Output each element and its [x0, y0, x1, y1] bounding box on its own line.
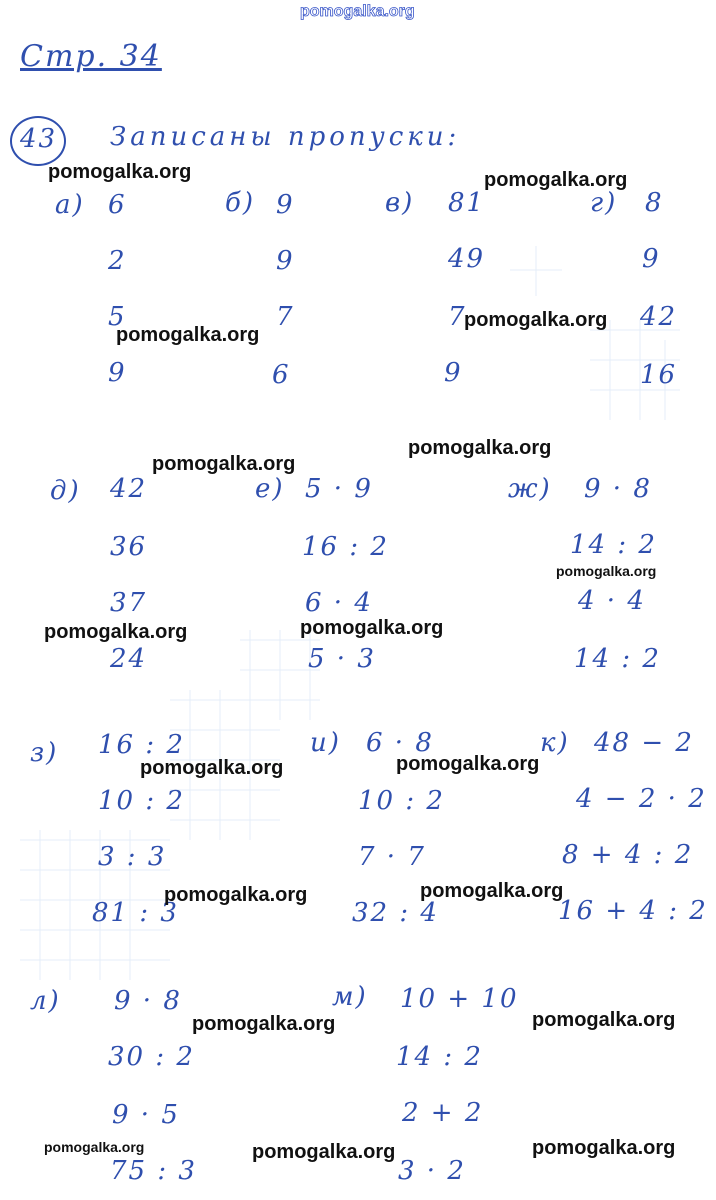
group-d-item: 24: [110, 644, 148, 674]
watermark: pomogalka.org: [408, 437, 552, 459]
group-zh-item: 9 · 8: [584, 474, 652, 504]
group-z-item: 81 : 3: [92, 898, 179, 928]
watermark: pomogalka.org: [556, 563, 657, 579]
watermark: pomogalka.org: [48, 161, 192, 183]
group-m-item: 14 : 2: [396, 1042, 483, 1072]
group-m-item: 3 · 2: [398, 1156, 466, 1186]
group-g-item: 9: [642, 244, 661, 274]
task-heading: Записаны пропуски:: [110, 122, 461, 152]
watermark: pomogalka.org: [252, 1141, 396, 1163]
watermark: pomogalka.org: [420, 880, 564, 902]
group-l-item: 30 : 2: [108, 1042, 195, 1072]
group-k-item: 48 − 2: [594, 728, 694, 758]
group-e-item: 16 : 2: [302, 532, 389, 562]
watermark: pomogalka.org: [300, 617, 444, 639]
group-a-item: 6: [108, 190, 127, 220]
watermark: pomogalka.org: [116, 324, 260, 346]
watermark-top: pomogalka.org: [300, 3, 415, 20]
group-i-item: 7 · 7: [358, 842, 426, 872]
group-m-item: 2 + 2: [402, 1098, 484, 1128]
group-z-item: 10 : 2: [98, 786, 185, 816]
watermark: pomogalka.org: [152, 453, 296, 475]
watermark: pomogalka.org: [532, 1009, 676, 1031]
group-a-item: 2: [108, 246, 127, 276]
group-m-label: м): [332, 982, 368, 1012]
group-g-item: 8: [645, 188, 664, 218]
group-i-label: и): [310, 728, 341, 758]
group-l-label: л): [30, 986, 61, 1016]
group-g-item: 42: [640, 302, 678, 332]
group-d-item: 37: [110, 588, 148, 618]
group-i-item: 10 : 2: [358, 786, 445, 816]
group-v-item: 9: [444, 358, 463, 388]
group-e-item: 6 · 4: [305, 588, 373, 618]
task-number: 43: [20, 124, 58, 154]
watermark: pomogalka.org: [396, 753, 540, 775]
group-d-item: 36: [110, 532, 148, 562]
group-a-item: 5: [108, 302, 127, 332]
group-b-label: б): [225, 188, 256, 218]
group-k-item: 16 + 4 : 2: [558, 896, 708, 926]
group-b-item: 7: [276, 302, 295, 332]
group-e-label: е): [255, 474, 285, 504]
group-k-item: 4 − 2 · 2: [576, 784, 707, 814]
group-k-item: 8 + 4 : 2: [562, 840, 694, 870]
group-zh-label: ж): [508, 474, 552, 504]
watermark: pomogalka.org: [484, 169, 628, 191]
group-zh-item: 14 : 2: [574, 644, 661, 674]
group-g-label: г): [590, 188, 618, 218]
group-z-label: з): [30, 738, 59, 768]
watermark: pomogalka.org: [44, 1139, 145, 1155]
page-number-label: Стр. 34: [20, 39, 162, 74]
group-e-item: 5 · 3: [308, 644, 376, 674]
watermark: pomogalka.org: [140, 757, 284, 779]
group-g-item: 16: [640, 360, 678, 390]
group-e-item: 5 · 9: [305, 474, 373, 504]
group-v-item: 81: [448, 188, 486, 218]
watermark: pomogalka.org: [164, 884, 308, 906]
watermark: pomogalka.org: [464, 309, 608, 331]
group-k-label: к): [540, 728, 570, 758]
watermark: pomogalka.org: [44, 621, 188, 643]
group-b-item: 6: [272, 360, 291, 390]
watermark: pomogalka.org: [192, 1013, 336, 1035]
group-b-item: 9: [276, 246, 295, 276]
group-v-label: в): [385, 188, 415, 218]
group-zh-item: 14 : 2: [570, 530, 657, 560]
group-a-item: 9: [108, 358, 127, 388]
group-v-item: 49: [448, 244, 486, 274]
group-i-item: 6 · 8: [366, 728, 434, 758]
group-m-item: 10 + 10: [400, 984, 519, 1014]
group-a-label: а): [55, 190, 85, 220]
group-l-item: 9 · 8: [114, 986, 182, 1016]
group-z-item: 3 : 3: [98, 842, 167, 872]
group-b-item: 9: [276, 190, 295, 220]
group-z-item: 16 : 2: [98, 730, 185, 760]
group-d-item: 42: [110, 474, 148, 504]
watermark: pomogalka.org: [532, 1137, 676, 1159]
group-i-item: 32 : 4: [352, 898, 439, 928]
group-l-item: 75 : 3: [110, 1156, 197, 1186]
group-d-label: д): [50, 476, 81, 506]
group-v-item: 7: [448, 302, 467, 332]
group-zh-item: 4 · 4: [578, 586, 646, 616]
group-l-item: 9 · 5: [112, 1100, 180, 1130]
